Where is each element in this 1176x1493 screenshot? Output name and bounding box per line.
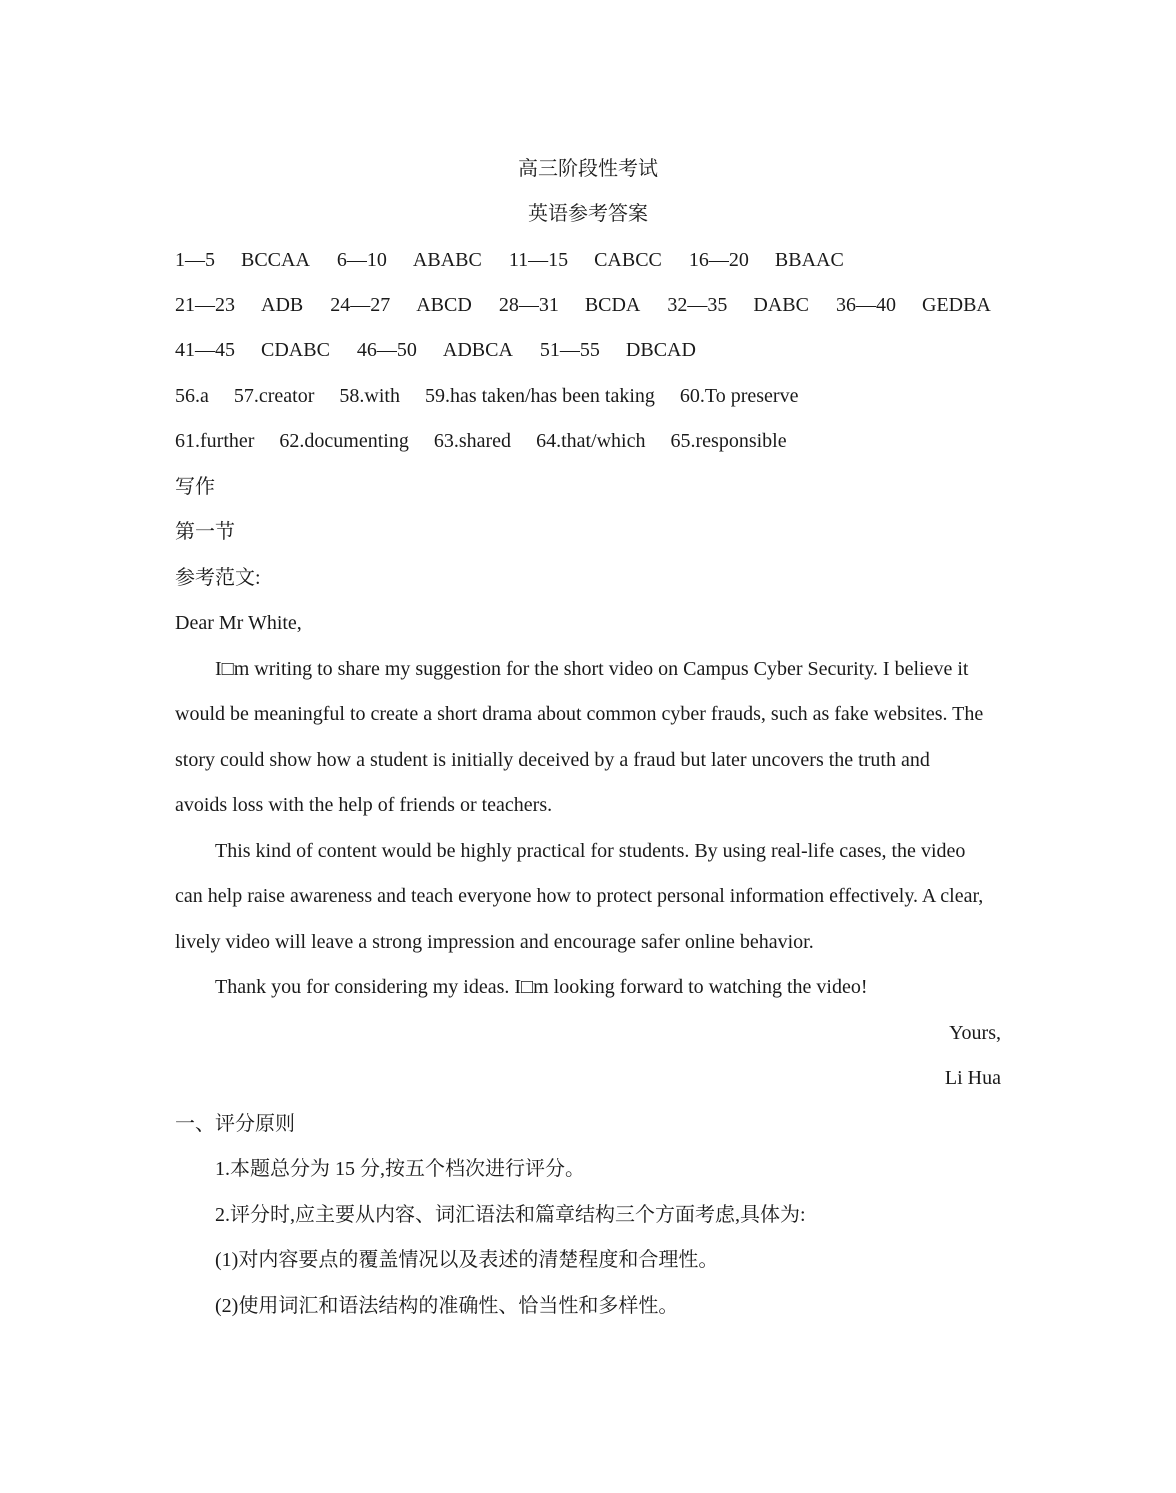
answer-key: ABCD bbox=[416, 294, 472, 316]
fill-in-answer: 61.further bbox=[175, 430, 255, 452]
fill-in-answer: 60.To preserve bbox=[679, 385, 799, 407]
answer-key: BBAAC bbox=[774, 249, 844, 271]
answer-key: DBCAD bbox=[625, 339, 696, 361]
answer-range: 16—20 bbox=[688, 249, 749, 271]
scoring-item: 1.本题总分为 15 分,按五个档次进行评分。 bbox=[215, 1158, 585, 1180]
fill-in-answer: 63.shared bbox=[433, 430, 512, 452]
answer-row-3 bbox=[175, 338, 718, 362]
page-subtitle: 英语参考答案 bbox=[528, 203, 648, 225]
letter-salutation: Dear Mr White, bbox=[175, 612, 302, 634]
answer-range: 28—31 bbox=[498, 294, 559, 316]
answer-range: 36—40 bbox=[835, 294, 896, 316]
answer-range: 21—23 bbox=[175, 294, 235, 316]
answer-key: GEDBA bbox=[921, 294, 991, 316]
answer-range: 41—45 bbox=[175, 339, 235, 361]
answer-range: 11—15 bbox=[508, 249, 569, 271]
letter-p1-line: story could show how a student is initially deceived by a fraud but later uncovers the truth and bbox=[175, 749, 930, 771]
section-heading: 第一节 bbox=[175, 521, 235, 543]
fill-in-answer: 58.with bbox=[339, 385, 400, 407]
letter-p1-line: would be meaningful to create a short drama about common cyber frauds, such as fake websites. The bbox=[175, 703, 984, 725]
answer-key: DABC bbox=[753, 294, 809, 316]
fill-in-row-1 bbox=[175, 384, 818, 408]
answer-range: 24—27 bbox=[330, 294, 391, 316]
scoring-item: 2.评分时,应主要从内容、词汇语法和篇章结构三个方面考虑,具体为: bbox=[215, 1204, 806, 1226]
answer-key: BCCAA bbox=[241, 249, 310, 271]
letter-p1-line: I□m writing to share my suggestion for the short video on Campus Cyber Security. I believe it bbox=[215, 658, 969, 680]
letter-closing: Yours, bbox=[949, 1022, 1001, 1044]
answer-key: ADB bbox=[261, 294, 304, 316]
fill-in-row-2 bbox=[175, 429, 807, 453]
scoring-item: (2)使用词汇和语法结构的准确性、恰当性和多样性。 bbox=[215, 1295, 679, 1317]
answer-range: 46—50 bbox=[356, 339, 417, 361]
fill-in-answer: 56.a bbox=[175, 385, 209, 407]
answer-key: ADBCA bbox=[442, 339, 513, 361]
answer-range: 1—5 bbox=[175, 249, 215, 271]
answer-key: CABCC bbox=[594, 249, 662, 271]
answer-range: 51—55 bbox=[539, 339, 600, 361]
answer-key: ABABC bbox=[412, 249, 482, 271]
sample-label: 参考范文: bbox=[175, 567, 261, 589]
answer-key: BCDA bbox=[584, 294, 641, 316]
answer-range: 6—10 bbox=[336, 249, 387, 271]
writing-heading: 写作 bbox=[175, 476, 215, 498]
letter-p3-line: Thank you for considering my ideas. I□m looking forward to watching the video! bbox=[215, 976, 868, 998]
letter-p2-line: This kind of content would be highly practical for students. By using real-life cases, the video bbox=[215, 840, 966, 862]
fill-in-answer: 64.that/which bbox=[536, 430, 646, 452]
fill-in-answer: 57.creator bbox=[233, 385, 315, 407]
answer-key: CDABC bbox=[261, 339, 330, 361]
letter-signature: Li Hua bbox=[944, 1067, 1001, 1089]
fill-in-answer: 59.has taken/has been taking bbox=[424, 385, 655, 407]
answer-row-1 bbox=[175, 248, 866, 272]
letter-p1-line: avoids loss with the help of friends or teachers. bbox=[175, 794, 553, 816]
answer-range: 32—35 bbox=[667, 294, 728, 316]
answer-row-2 bbox=[175, 293, 1013, 317]
letter-p2-line: can help raise awareness and teach everyone how to protect personal information effectively. A clear, bbox=[175, 885, 984, 907]
fill-in-answer: 65.responsible bbox=[670, 430, 787, 452]
letter-p2-line: lively video will leave a strong impression and encourage safer online behavior. bbox=[175, 931, 814, 953]
page-title: 高三阶段性考试 bbox=[518, 158, 658, 180]
fill-in-answer: 62.documenting bbox=[279, 430, 409, 452]
scoring-item: (1)对内容要点的覆盖情况以及表述的清楚程度和合理性。 bbox=[215, 1249, 719, 1271]
scoring-heading: 一、评分原则 bbox=[175, 1113, 295, 1135]
